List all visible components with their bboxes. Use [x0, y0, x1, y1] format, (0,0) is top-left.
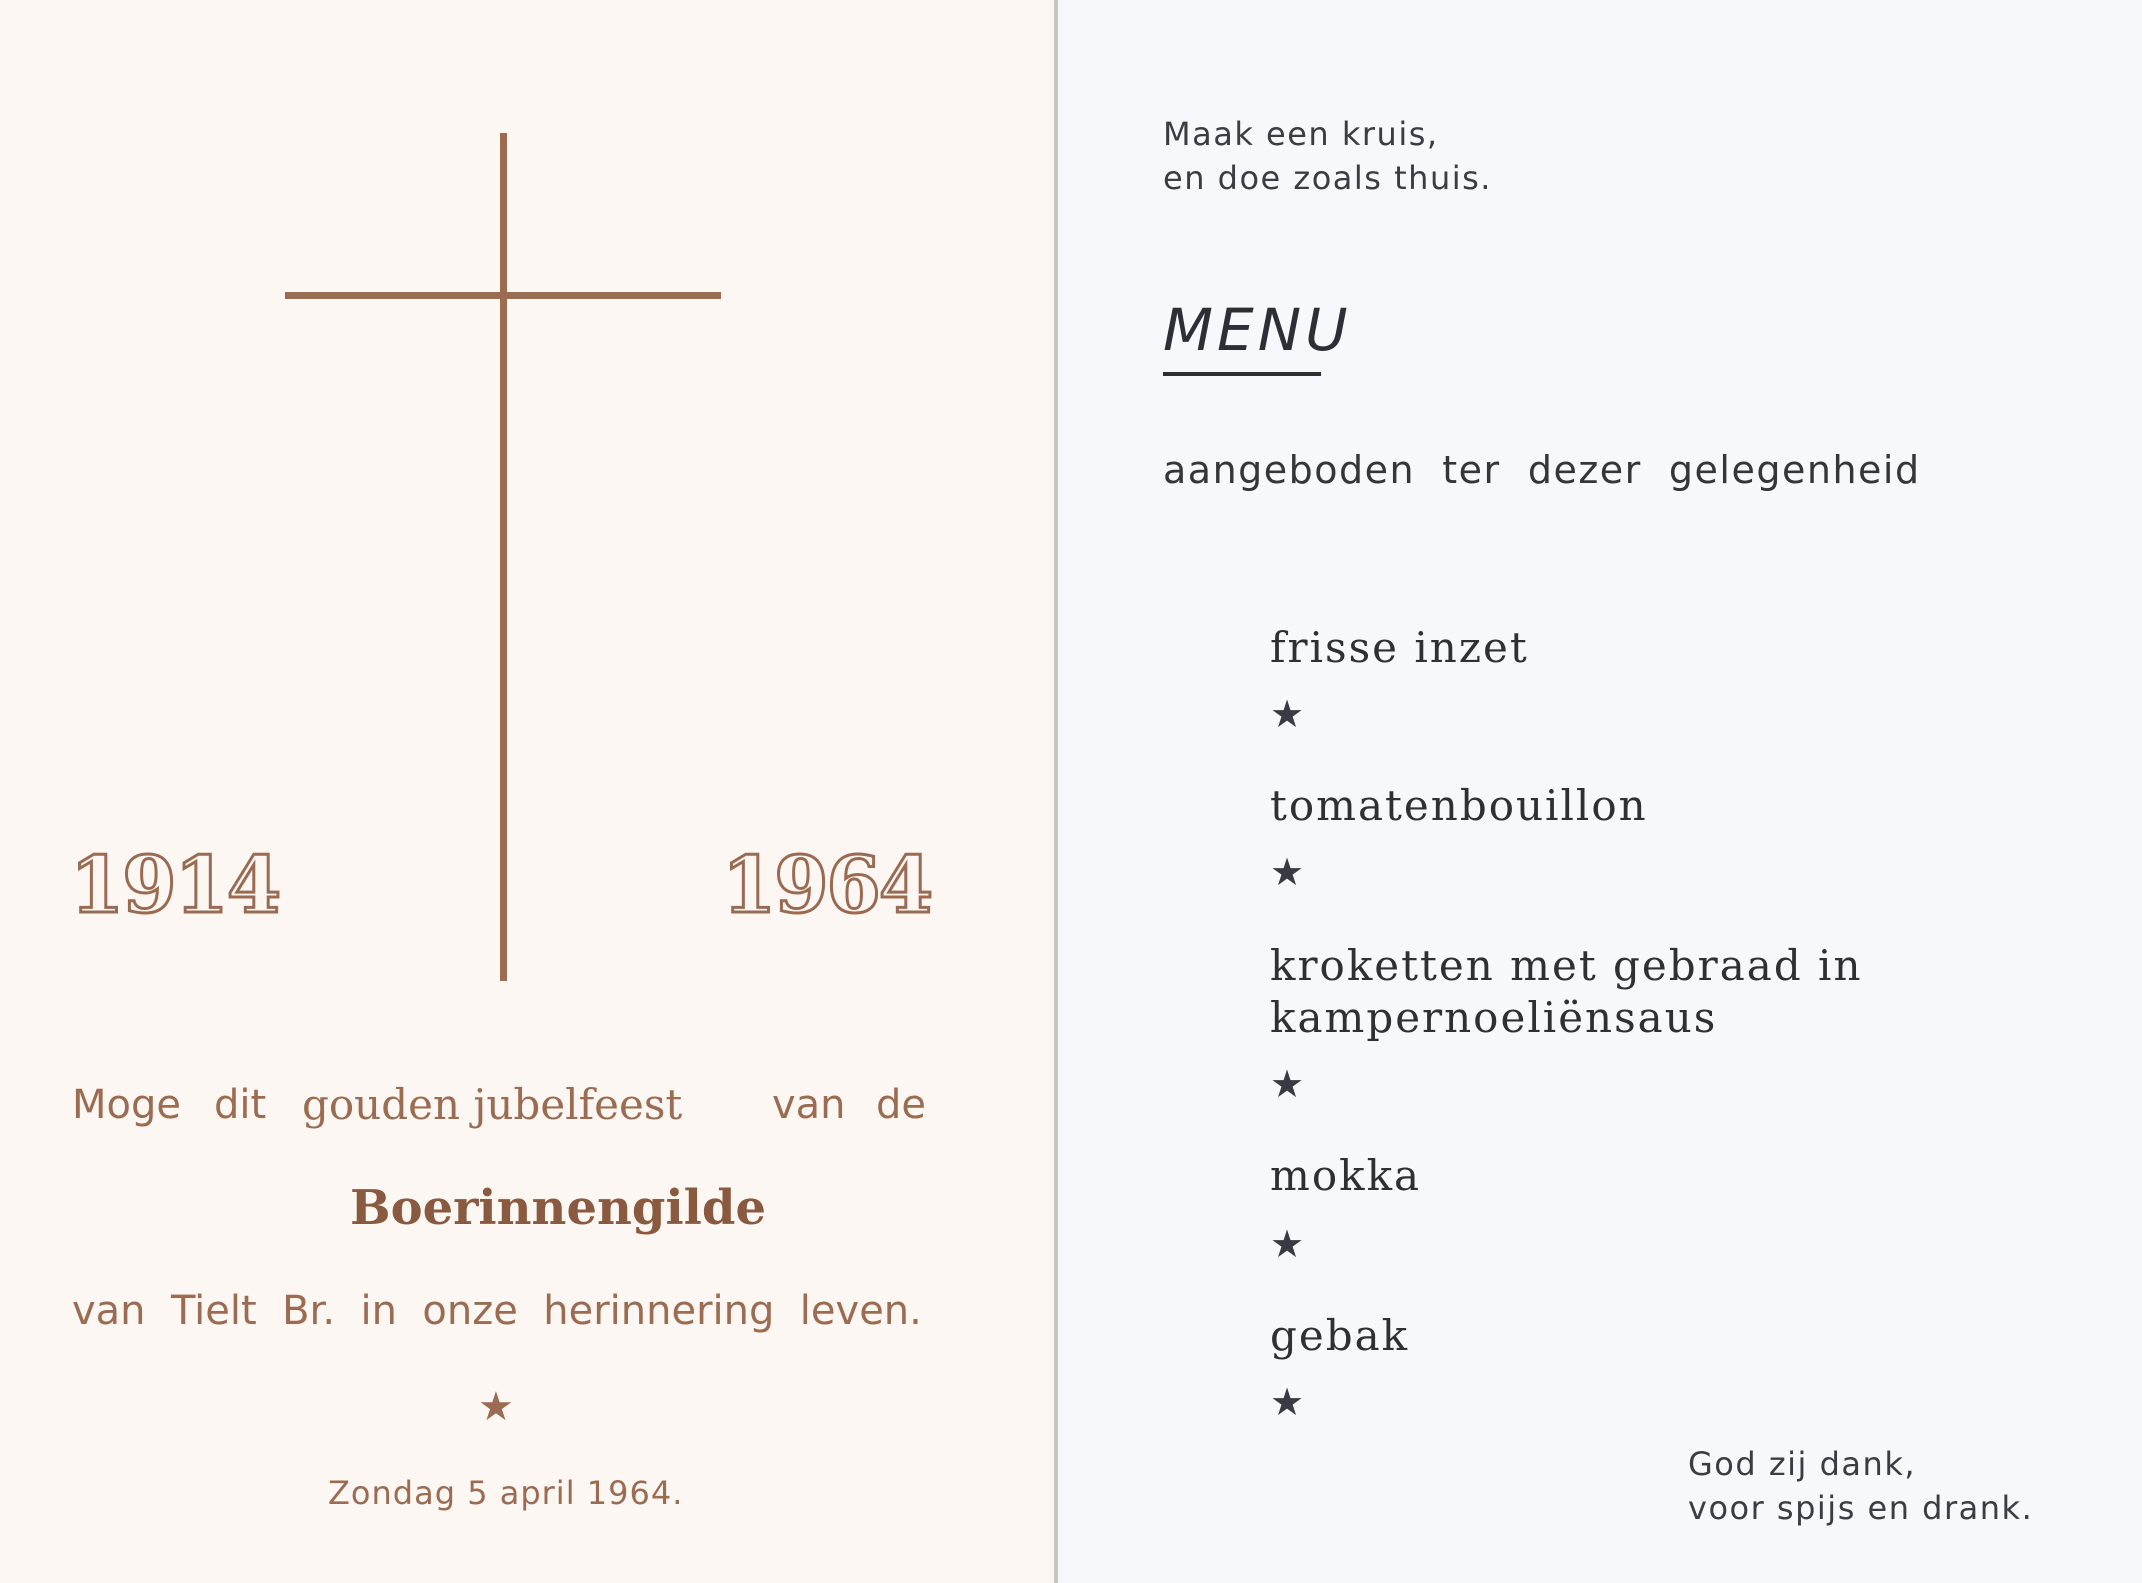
star-icon: ★: [1270, 1222, 1305, 1266]
menu-title: MENU: [1163, 296, 1352, 364]
dish-item: frisse inzet: [1270, 623, 1529, 672]
dish-item: tomatenbouillon: [1270, 781, 1648, 830]
gouden-jubelfeest-text: gouden jubelfeest: [302, 1080, 683, 1129]
memorial-card-left: [0, 0, 1054, 1583]
motto-line-1: Maak een kruis,: [1163, 115, 1439, 153]
star-icon: ★: [1270, 692, 1305, 736]
cross-icon-horizontal: [285, 292, 721, 299]
cross-icon-vertical: [500, 133, 507, 981]
dish-item: gebak: [1270, 1311, 1410, 1360]
star-icon: ★: [478, 1384, 514, 1430]
wish-word-2: dit: [214, 1082, 267, 1128]
guild-name: Boerinnengilde: [350, 1180, 767, 1236]
star-icon: ★: [1270, 1062, 1305, 1106]
menu-card-right: [1058, 0, 2142, 1583]
wish-word-3: [302, 1080, 682, 1129]
year-start: 1914: [70, 840, 280, 931]
dish-item-continued: kampernoeliënsaus: [1270, 993, 1718, 1042]
dish-item: mokka: [1270, 1151, 1422, 1200]
event-date: Zondag 5 april 1964.: [328, 1474, 684, 1512]
motto-line-2: en doe zoals thuis.: [1163, 159, 1492, 197]
wish-word-5: de: [876, 1082, 926, 1128]
offered-line: aangeboden ter dezer gelegenheid: [1163, 448, 1921, 492]
year-end: 1964: [722, 840, 932, 931]
wish-word-1: Moge: [72, 1082, 181, 1128]
thanks-line-1: God zij dank,: [1688, 1445, 1917, 1483]
wish-word-4: van: [772, 1082, 846, 1128]
menu-title-underline: [1163, 372, 1321, 376]
star-icon: ★: [1270, 850, 1305, 894]
thanks-line-2: voor spijs en drank.: [1688, 1489, 2034, 1527]
star-icon: ★: [1270, 1380, 1305, 1424]
memory-line: van Tielt Br. in onze herinnering leven.: [72, 1288, 922, 1334]
dish-item: kroketten met gebraad in: [1270, 941, 1863, 990]
